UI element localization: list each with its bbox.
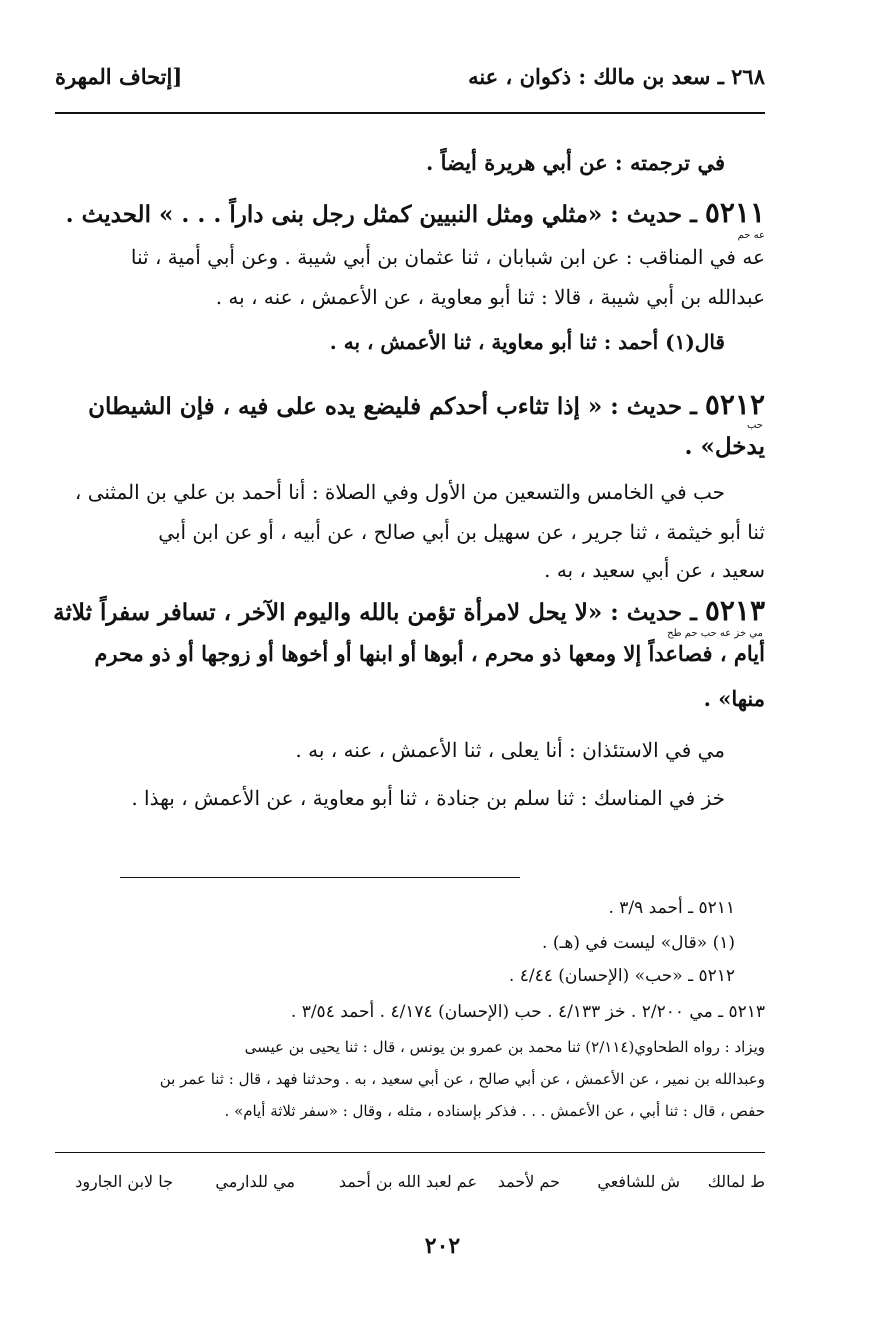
legend-divider — [55, 1152, 765, 1153]
hadith-5213 — [53, 594, 765, 627]
footnote: ٥٢١٢ ـ «حب» (الإحسان) ٤/٤٤ . — [508, 966, 735, 986]
legend-item: ش للشافعي — [597, 1172, 680, 1191]
text-line: في ترجمته : عن أبي هريرة أيضاً . — [425, 150, 725, 175]
footnote: ويزاد : رواه الطحاوي(٢/١١٤) ثنا محمد بن عمرو بن يونس ، قال : ثنا يحيى بن عيسى — [244, 1038, 765, 1056]
hadith-number: ٥٢١٣ — [704, 594, 765, 627]
text-line: مي في الاستئذان : أنا يعلى ، ثنا الأعمش ، عنه ، به . — [295, 738, 725, 762]
book-title: [إتحاف المهرة — [55, 64, 183, 89]
text-line: حب في الخامس والتسعين من الأول وفي الصلاة : أنا أحمد بن علي بن المثنى ، — [74, 480, 725, 504]
hadith-number: ٥٢١١ — [704, 196, 765, 229]
hadith-continuation: أيام ، فصاعداً إلا ومعها ذو محرم ، أبوها أو ابنها أو أخوها أو زوجها أو ذو محرم — [94, 641, 765, 666]
text-line: ثنا أبو خيثمة ، ثنا جرير ، عن سهيل بن أبي صالح ، عن أبيه ، أو عن ابن أبي — [158, 520, 765, 544]
footnote: ٥٢١٣ ـ مي ٢/٢٠٠ . خز ٤/١٣٣ . حب (الإحسان) ٤/١٧٤ . أحمد ٣/٥٤ . — [290, 1002, 765, 1022]
hadith-text: ـ حديث : «لا يحل لامرأة تؤمن بالله واليوم الآخر ، تسافر سفراً ثلاثة — [53, 599, 697, 626]
hadith-sigla: عه حم — [737, 230, 765, 241]
hadith-sigla: مي خز عه حب حم طح — [667, 628, 763, 639]
text-line: قال(١) أحمد : ثنا أبو معاوية ، ثنا الأعمش ، به . — [329, 330, 725, 354]
page-number: ٢٠٢ — [424, 1233, 461, 1259]
footnote: حفص ، قال : ثنا أبي ، عن الأعمش . . . فذكر بإسناده ، مثله ، وقال : «سفر ثلاثة أيام» . — [224, 1102, 765, 1120]
footnote: ٥٢١١ ـ أحمد ٣/٩ . — [608, 898, 735, 918]
hadith-continuation: منها» . — [703, 686, 765, 711]
text-line: عبدالله بن أبي شيبة ، قالا : ثنا أبو معاوية ، عن الأعمش ، عنه ، به . — [215, 285, 765, 309]
text-line: سعيد ، عن أبي سعيد ، به . — [544, 558, 765, 582]
hadith-text: ـ حديث : « إذا تثاءب أحدكم فليضع يده على فيه ، فإن الشيطان — [88, 393, 697, 420]
legend-item: حم لأحمد — [497, 1172, 560, 1191]
hadith-5212 — [88, 388, 765, 421]
footnote: وعبدالله بن نمير ، عن الأعمش ، عن أبي صالح ، عن أبي سعيد ، به . وحدثنا فهد ، قال : ثنا عمر بن — [159, 1070, 765, 1088]
legend-item: عم لعبد الله بن أحمد — [338, 1172, 477, 1191]
text-line: خز في المناسك : ثنا سلم بن جنادة ، ثنا أبو معاوية ، عن الأعمش ، بهذا . — [131, 786, 725, 810]
footnote: (١) «قال» ليست في (هـ) . — [542, 933, 735, 953]
header-divider — [55, 112, 765, 114]
running-title: ٢٦٨ ـ سعد بن مالك : ذكوان ، عنه — [468, 64, 765, 89]
hadith-number: ٥٢١٢ — [704, 388, 765, 421]
legend-item: جا لابن الجارود — [75, 1172, 173, 1191]
hadith-5211 — [66, 196, 765, 229]
hadith-sigla: حب — [746, 420, 763, 431]
legend-item: مي للدارمي — [215, 1172, 295, 1191]
hadith-continuation: يدخل» . — [684, 433, 765, 460]
hadith-text: ـ حديث : «مثلي ومثل النبيين كمثل رجل بنى داراً . . . » الحديث . — [65, 201, 697, 228]
footnote-divider — [120, 877, 520, 878]
legend-item: ط لمالك — [707, 1172, 765, 1191]
text-line: عه في المناقب : عن ابن شبابان ، ثنا عثمان بن أبي شيبة . وعن أبي أمية ، ثنا — [130, 245, 765, 269]
